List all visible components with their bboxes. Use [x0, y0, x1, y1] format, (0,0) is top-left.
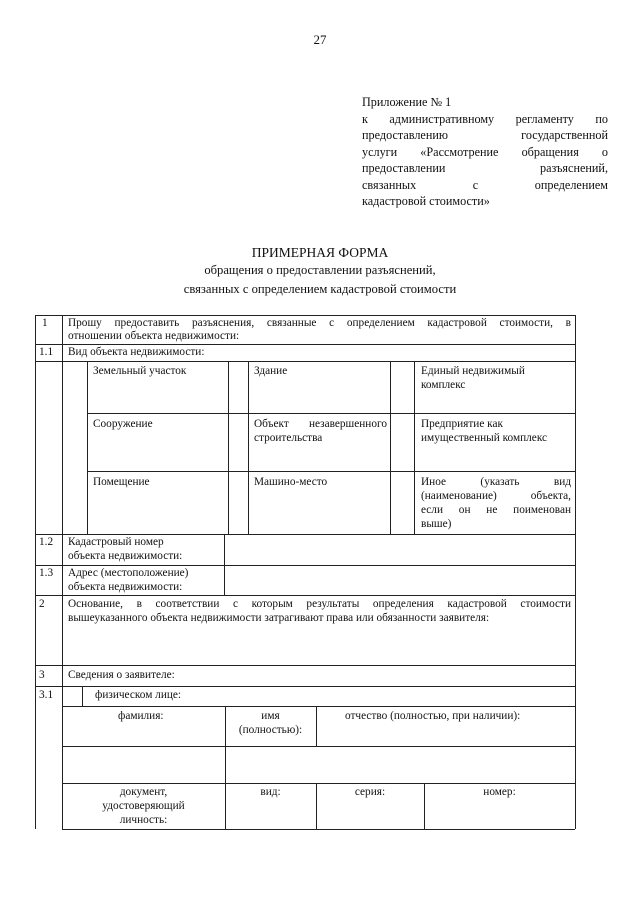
type-unfinished: Объект незавершенного	[254, 418, 387, 430]
appendix-line: предоставлении разъяснений,	[362, 161, 608, 175]
type-single-complex: комплекс	[421, 379, 466, 391]
name-label: имя	[261, 710, 280, 722]
appendix-title: Приложение № 1	[362, 95, 452, 109]
individual-label: физическом лице:	[95, 689, 182, 701]
doc-type-label: вид:	[260, 786, 281, 798]
row-number: 1.2	[39, 536, 54, 548]
appendix-line: связанных с определением	[362, 177, 608, 192]
row-number: 1.3	[39, 567, 54, 579]
appendix-line: к административному регламенту по	[362, 111, 608, 126]
request-text: Прошу предоставить разъяснения, связанные с определением кадастровой стоимости, в	[68, 317, 571, 329]
cadastral-number-label: Кадастровый номер	[68, 536, 164, 548]
type-unfinished: строительства	[254, 432, 323, 444]
identity-doc-label: личность:	[119, 814, 168, 826]
appendix-line: кадастровой стоимости»	[362, 194, 490, 208]
doc-series-label: серия:	[354, 786, 386, 798]
basis-text: вышеуказанного объекта недвижимости затрагивают права или обязанности заявителя:	[68, 612, 490, 624]
type-structure: Сооружение	[93, 418, 153, 430]
form-title: ПРИМЕРНАЯ ФОРМА	[251, 245, 389, 260]
type-other: (наименование) объекта,	[421, 490, 571, 502]
type-land-plot: Земельный участок	[93, 365, 187, 377]
name-label: (полностью):	[238, 724, 303, 736]
row-number: 1	[42, 317, 48, 329]
type-enterprise: Предприятие как	[421, 418, 503, 430]
row-number: 3	[39, 669, 45, 681]
basis-text: Основание, в соответствии с которым результаты определения кадастровой стоимости	[68, 598, 571, 610]
object-type-label: Вид объекта недвижимости:	[68, 346, 205, 358]
patronymic-label: отчество (полностью, при наличии):	[345, 710, 521, 722]
surname-label: фамилия:	[118, 710, 164, 722]
request-form-table	[35, 315, 576, 829]
type-single-complex: Единый недвижимый	[421, 365, 525, 377]
row-number: 2	[39, 598, 45, 610]
page-number: 27	[313, 32, 327, 47]
applicant-info-label: Сведения о заявителе:	[68, 669, 175, 681]
appendix-header	[362, 94, 608, 210]
type-other: выше)	[421, 518, 452, 530]
cadastral-number-label: объекта недвижимости:	[68, 550, 183, 562]
identity-doc-label: документ,	[119, 786, 168, 798]
type-other: если он не поименован	[421, 504, 571, 516]
address-label: Адрес (местоположение)	[68, 567, 189, 579]
doc-number-label: номер:	[483, 786, 516, 798]
request-text: отношении объекта недвижимости:	[68, 330, 240, 342]
address-label: объекта недвижимости:	[68, 581, 183, 593]
type-parking: Машино-место	[254, 476, 328, 488]
form-subtitle-line1: обращения о предоставлении разъяснений,	[204, 263, 436, 277]
row-number: 3.1	[39, 689, 54, 701]
appendix-line: предоставлению государственной	[362, 128, 608, 142]
type-other: Иное (указать вид	[421, 476, 571, 488]
type-building: Здание	[254, 365, 288, 377]
row-number: 1.1	[39, 346, 54, 358]
identity-doc-label: удостоверяющий	[102, 800, 185, 812]
type-enterprise: имущественный комплекс	[421, 432, 548, 444]
appendix-line: услуги «Рассмотрение обращения о	[362, 144, 608, 159]
form-subtitle-line2: связанных с определением кадастровой стоимости	[183, 282, 457, 296]
type-premises: Помещение	[93, 476, 150, 488]
